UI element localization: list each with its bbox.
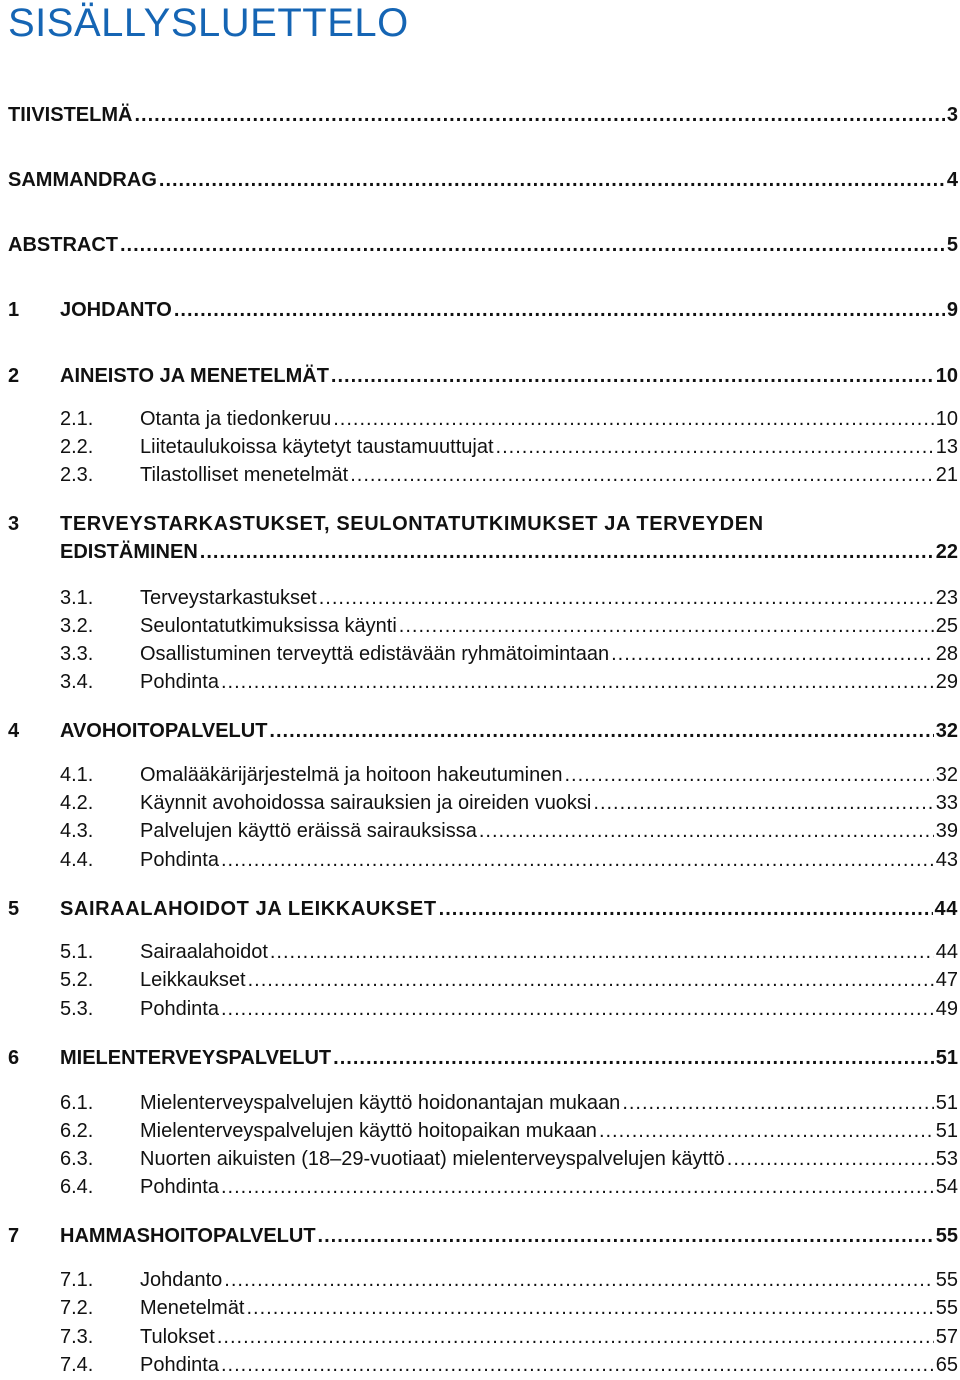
section-number: 2.3. (60, 464, 94, 486)
section-label: Mielenterveyspalvelujen käyttö hoitopaikan mukaan (140, 1120, 597, 1142)
toc-section-6-3[interactable] (8, 1148, 958, 1171)
section-label: Omalääkärijärjestelmä ja hoitoon hakeutuminen (140, 764, 563, 786)
leader-dots (479, 820, 934, 843)
chapter-page: 10 (935, 365, 958, 387)
chapter-page: 44 (934, 898, 958, 920)
section-page: 23 (935, 587, 958, 609)
section-page: 53 (935, 1148, 958, 1170)
toc-section-7-1[interactable] (8, 1269, 958, 1292)
chapter-label: MIELENTERVEYSPALVELUT (60, 1047, 332, 1069)
toc-section-6-2[interactable] (8, 1120, 958, 1143)
chapter-label: JOHDANTO (60, 299, 172, 321)
toc-section-3-1[interactable] (8, 587, 958, 610)
toc-chapter-2[interactable] (8, 365, 958, 388)
section-page: 44 (935, 941, 958, 963)
chapter-label-continued: EDISTÄMINEN (60, 541, 198, 563)
leader-dots (319, 587, 934, 610)
chapter-page: 55 (935, 1225, 958, 1247)
leader-dots (622, 1092, 933, 1115)
toc-entry-page: 3 (946, 104, 958, 126)
section-page: 51 (935, 1120, 958, 1142)
section-label: Otanta ja tiedonkeruu (140, 408, 332, 430)
section-label: Sairaalahoidot (140, 941, 268, 963)
section-number: 6.3. (60, 1148, 94, 1170)
chapter-number: 1 (8, 299, 20, 321)
toc-entry-page: 4 (946, 169, 958, 191)
section-page: 54 (935, 1176, 958, 1198)
leader-dots (350, 464, 934, 487)
leader-dots (217, 1326, 934, 1349)
toc-section-2-2[interactable] (8, 436, 958, 459)
leader-dots (318, 1225, 934, 1248)
section-number: 5.1. (60, 941, 94, 963)
section-number: 7.2. (60, 1297, 94, 1319)
section-page: 51 (935, 1092, 958, 1114)
section-label: Osallistuminen terveyttä edistävään ryhmätoimintaan (140, 643, 610, 665)
toc-section-2-1[interactable] (8, 408, 958, 431)
section-number: 4.2. (60, 792, 94, 814)
section-label: Menetelmät (140, 1297, 245, 1319)
section-page: 57 (935, 1326, 958, 1348)
chapter-number: 4 (8, 720, 20, 742)
leader-dots (564, 764, 933, 787)
toc-section-5-1[interactable] (8, 941, 958, 964)
toc-entry-abstract[interactable] (8, 234, 958, 257)
section-number: 4.4. (60, 849, 94, 871)
section-label: Tilastolliset menetelmät (140, 464, 349, 486)
section-page: 21 (935, 464, 958, 486)
section-label: Palvelujen käyttö eräissä sairauksissa (140, 820, 477, 842)
toc-section-7-4[interactable] (8, 1354, 958, 1377)
section-label: Terveystarkastukset (140, 587, 317, 609)
leader-dots (331, 365, 934, 388)
leader-dots (593, 792, 933, 815)
section-label: Pohdinta (140, 849, 219, 871)
leader-dots (247, 1297, 934, 1320)
section-label: Käynnit avohoidossa sairauksien ja oireiden vuoksi (140, 792, 592, 814)
toc-section-4-2[interactable] (8, 792, 958, 815)
section-page: 28 (935, 643, 958, 665)
toc-section-4-1[interactable] (8, 764, 958, 787)
leader-dots (270, 941, 934, 964)
section-page: 13 (935, 436, 958, 458)
chapter-label: SAIRAALAHOIDOT JA LEIKKAUKSET (60, 898, 437, 920)
section-number: 4.3. (60, 820, 94, 842)
toc-entry-page: 5 (946, 234, 958, 256)
section-label: Seulontatutkimuksissa käynti (140, 615, 397, 637)
toc-entry-label: TIIVISTELMÄ (8, 104, 133, 126)
section-page: 10 (935, 408, 958, 430)
leader-dots (134, 104, 944, 127)
chapter-number: 6 (8, 1047, 20, 1069)
leader-dots (599, 1120, 934, 1143)
toc-chapter-1[interactable] (8, 299, 958, 322)
chapter-page: 32 (935, 720, 958, 742)
toc-chapter-6[interactable] (8, 1047, 958, 1070)
leader-dots (611, 643, 934, 666)
toc-section-6-1[interactable] (8, 1092, 958, 1115)
section-page: 32 (935, 764, 958, 786)
section-number: 5.3. (60, 998, 94, 1020)
leader-dots (248, 969, 934, 992)
toc-chapter-3-line2[interactable] (60, 541, 958, 564)
section-label: Leikkaukset (140, 969, 246, 991)
leader-dots (727, 1148, 934, 1171)
section-page: 43 (935, 849, 958, 871)
section-label: Mielenterveyspalvelujen käyttö hoidonantajan mukaan (140, 1092, 621, 1114)
section-number: 3.2. (60, 615, 94, 637)
leader-dots (221, 671, 934, 694)
chapter-number: 3 (8, 513, 20, 535)
section-label: Pohdinta (140, 1354, 219, 1376)
section-number: 2.1. (60, 408, 94, 430)
toc-section-7-2[interactable] (8, 1297, 958, 1320)
toc-entry-label: ABSTRACT (8, 234, 118, 256)
section-label: Pohdinta (140, 1176, 219, 1198)
leader-dots (333, 408, 934, 431)
toc-entry-sammandrag[interactable] (8, 169, 958, 192)
leader-dots (439, 898, 933, 921)
toc-section-6-4[interactable] (8, 1176, 958, 1199)
section-number: 6.2. (60, 1120, 94, 1142)
toc-section-3-2[interactable] (8, 615, 958, 638)
toc-section-3-3[interactable] (8, 643, 958, 666)
section-number: 4.1. (60, 764, 94, 786)
leader-dots (159, 169, 945, 192)
chapter-label: HAMMASHOITOPALVELUT (60, 1225, 316, 1247)
chapter-label: AVOHOITOPALVELUT (60, 720, 268, 742)
section-label: Tulokset (140, 1326, 215, 1348)
chapter-page: 51 (935, 1047, 958, 1069)
chapter-number: 7 (8, 1225, 20, 1247)
section-page: 47 (935, 969, 958, 991)
leader-dots (224, 1269, 933, 1292)
section-page: 29 (935, 671, 958, 693)
toc-section-3-4[interactable] (8, 671, 958, 694)
leader-dots (174, 299, 945, 322)
chapter-number: 2 (8, 365, 20, 387)
section-label: Pohdinta (140, 998, 219, 1020)
section-page: 25 (935, 615, 958, 637)
section-number: 5.2. (60, 969, 94, 991)
toc-chapter-5[interactable] (8, 898, 958, 921)
section-page: 55 (935, 1269, 958, 1291)
toc-section-2-3[interactable] (8, 464, 958, 487)
section-number: 7.3. (60, 1326, 94, 1348)
leader-dots (399, 615, 934, 638)
toc-title: SISÄLLYSLUETTELO (8, 1, 409, 45)
section-number: 3.1. (60, 587, 94, 609)
toc-section-5-2[interactable] (8, 969, 958, 992)
section-number: 6.4. (60, 1176, 94, 1198)
section-page: 39 (935, 820, 958, 842)
section-page: 49 (935, 998, 958, 1020)
leader-dots (221, 849, 934, 872)
chapter-page: 9 (946, 299, 958, 321)
section-number: 3.3. (60, 643, 94, 665)
chapter-label: TERVEYSTARKASTUKSET, SEULONTATUTKIMUKSET JA TERVEYDEN (60, 513, 764, 535)
toc-chapter-7[interactable] (8, 1225, 958, 1248)
section-label: Liitetaulukoissa käytetyt taustamuuttujat (140, 436, 494, 458)
leader-dots (333, 1047, 934, 1070)
leader-dots (269, 720, 933, 743)
leader-dots (221, 1176, 934, 1199)
section-number: 3.4. (60, 671, 94, 693)
toc-section-5-3[interactable] (8, 998, 958, 1021)
toc-entry-label: SAMMANDRAG (8, 169, 157, 191)
leader-dots (200, 541, 934, 564)
toc-chapter-4[interactable] (8, 720, 958, 743)
section-label: Pohdinta (140, 671, 219, 693)
chapter-page: 22 (935, 541, 958, 563)
section-label: Johdanto (140, 1269, 223, 1291)
section-label: Nuorten aikuisten (18–29-vuotiaat) mielenterveyspalvelujen käyttö (140, 1148, 725, 1170)
leader-dots (221, 1354, 934, 1377)
section-page: 33 (935, 792, 958, 814)
leader-dots (120, 234, 945, 257)
section-page: 65 (935, 1354, 958, 1376)
section-number: 7.1. (60, 1269, 94, 1291)
chapter-number: 5 (8, 898, 20, 920)
toc-section-4-4[interactable] (8, 849, 958, 872)
section-number: 6.1. (60, 1092, 94, 1114)
toc-section-7-3[interactable] (8, 1326, 958, 1349)
section-page: 55 (935, 1297, 958, 1319)
toc-chapter-3-line1[interactable] (8, 513, 764, 536)
section-number: 2.2. (60, 436, 94, 458)
leader-dots (221, 998, 934, 1021)
chapter-label: AINEISTO JA MENETELMÄT (60, 365, 329, 387)
toc-section-4-3[interactable] (8, 820, 958, 843)
toc-entry-tiivistelma[interactable] (8, 104, 958, 127)
leader-dots (496, 436, 934, 459)
section-number: 7.4. (60, 1354, 94, 1376)
